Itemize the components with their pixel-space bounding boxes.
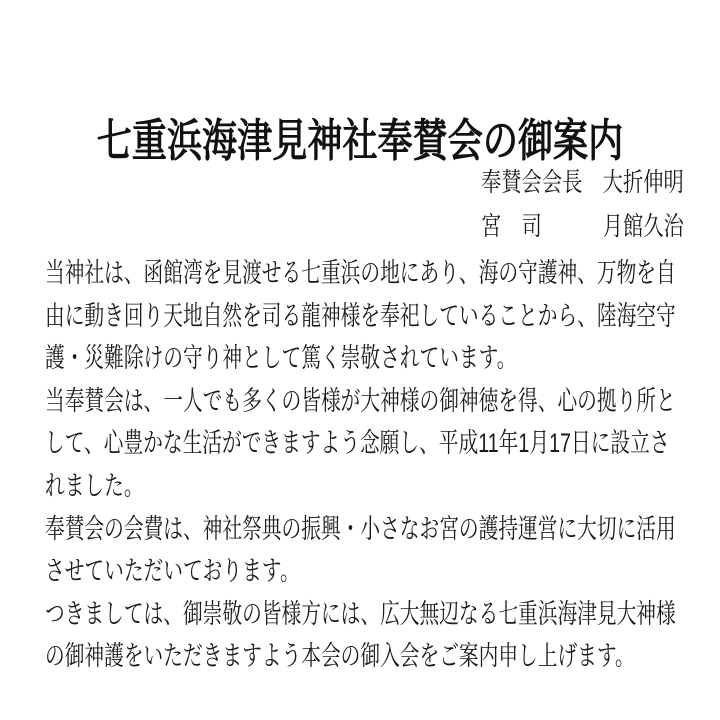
- document-title: 七重浜海津見神社奉賛会の御案内: [96, 115, 624, 167]
- body-line: 当奉賛会は、一人でも多くの皆様が大神様の御神徳を得、心の拠り所と: [45, 385, 676, 416]
- body-line: 護・災難除けの守り神として篤く崇敬されています。: [45, 343, 517, 374]
- officials-block: [481, 160, 684, 248]
- body-line: つきましては、御崇敬の皆様方には、広大無辺なる七重浜海津見大神様: [45, 598, 676, 629]
- body-line: の御神護をいただきますよう本会の御入会をご案内申し上げます。: [45, 641, 635, 672]
- body-line: させていただいております。: [45, 556, 300, 587]
- official-role-chairman: 奉賛会会長: [481, 167, 583, 197]
- body-line: 由に動き回り天地自然を司る龍神様を奉祀していることから、陸海空守: [45, 300, 676, 331]
- official-row-chairman: [481, 160, 684, 204]
- body-line: れました。: [45, 470, 144, 501]
- body-line: して、心豊かな生活ができますよう念願し、平成11年1月17日に設立さ: [45, 428, 670, 459]
- official-row-priest: [481, 204, 684, 248]
- official-name-chairman: 大折伸明: [602, 167, 684, 197]
- document-body: [45, 252, 705, 678]
- official-role-priest: 宮 司: [481, 211, 542, 241]
- official-name-priest: 月館久治: [602, 211, 684, 241]
- body-line: 当神社は、函館湾を見渡せる七重浜の地にあり、海の守護神、万物を自: [45, 258, 676, 288]
- body-line: 奉賛会の会費は、神社祭典の振興・小さなお宮の護持運営に大切に活用: [45, 513, 676, 544]
